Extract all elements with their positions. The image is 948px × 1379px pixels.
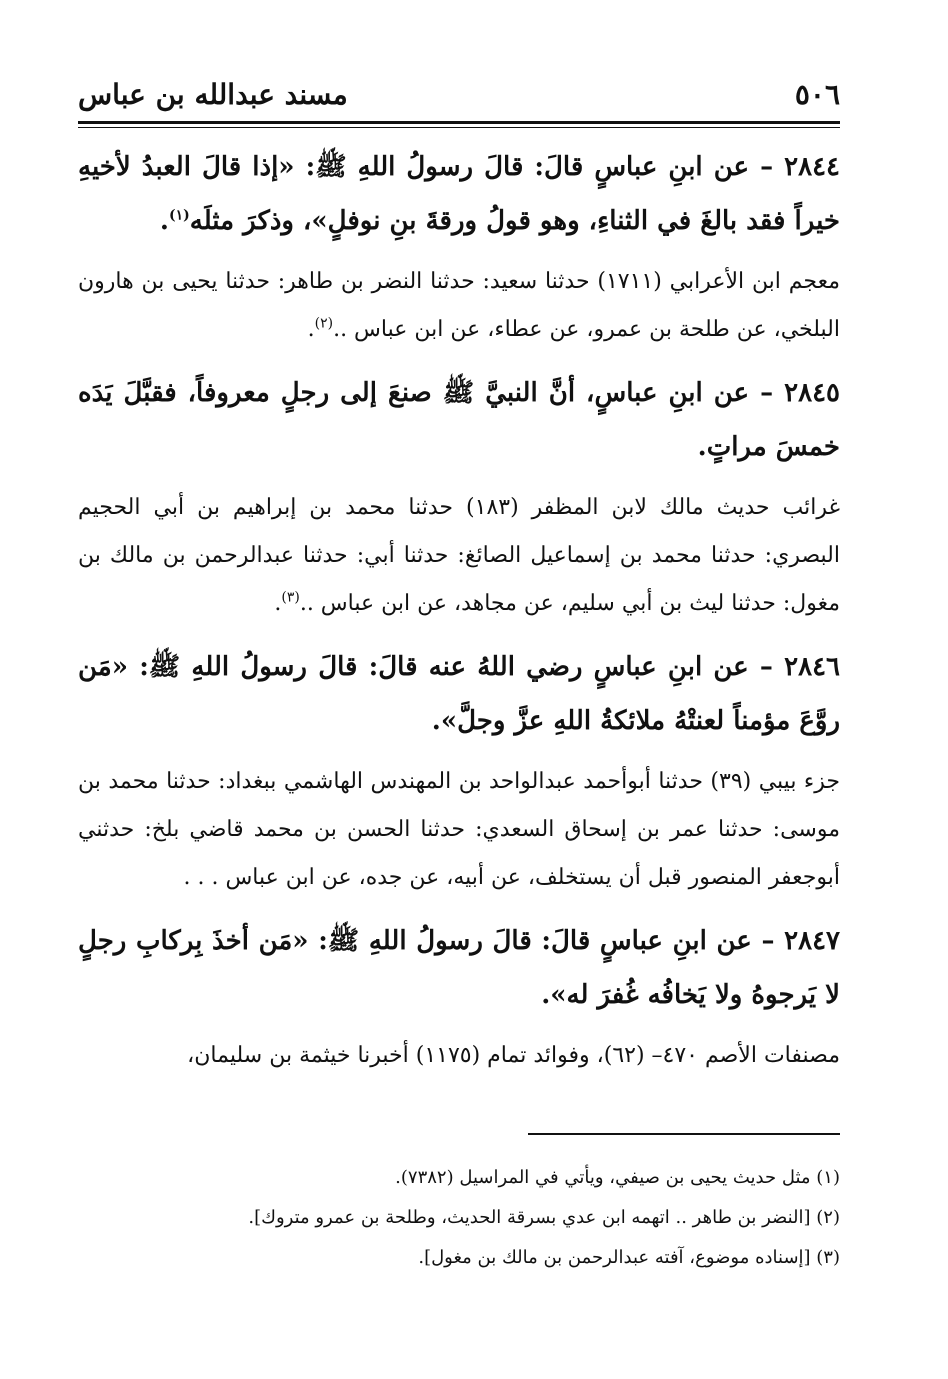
hadith-text (78, 366, 840, 474)
page-number: ٥٠٦ (794, 78, 840, 111)
hadith-text: ٢٨٤٤ – عن ابنِ عباسٍ قالَ: قالَ رسولُ اللهِ ﷺ: «إذا قالَ العبدُ لأخيهِ خيراً فقد بالغَ في الثناءِ، وهو قولُ ورقةَ بنِ نوفلٍ»، وذكرَ مثلَه$^{(١)}$. (78, 152, 840, 236)
hadith-number: ٢٨٤٦ (784, 652, 841, 682)
hadith-number: ٢٨٤٧ (784, 926, 840, 956)
footnote-ref: (٢) (314, 315, 334, 332)
source-body: جزء بيبي (٣٩) حدثنا أبوأحمد عبدالواحد بن المهندس الهاشمي ببغداد: حدثنا محمد بن موسى: حدثنا عمر بن إسحاق السعدي: حدثنا الحسن بن محمد قاضي بلخ: حدثني أبوجعفر المنصور قبل أن يستخلف، عن أبيه، عن جده، عن ابن عباس . . . (78, 769, 840, 890)
running-title: مسند عبدالله بن عباس (78, 78, 348, 111)
hadith-body: – عن ابنِ عباسٍ قالَ: قالَ رسولُ اللهِ ﷺ: «إذا قالَ العبدُ لأخيهِ خيراً فقد بالغَ في الثناءِ، وهو قولُ ورقةَ بنِ نوفلٍ»، وذكرَ مثلَه (78, 152, 840, 236)
hadith-body: – عن ابنِ عباسٍ، أنَّ النبيَّ ﷺ صنعَ إلى رجلٍ معروفاً، فقبَّلَ يَدَه خمسَ مراتٍ. (78, 378, 840, 462)
hadith-number: ٢٨٤٥ (784, 378, 840, 408)
source-body: غرائب حديث مالك لابن المظفر (١٨٣) حدثنا محمد بن إبراهيم بن أبي الحجيم البصري: حدثنا محمد بن إسماعيل الصائغ: حدثنا أبي: حدثنا عبدالرحمن بن مالك بن مغول: حدثنا ليث بن أبي سليم، عن مجاهد، عن ابن عباس .. (78, 495, 841, 616)
hadith-source (78, 1032, 840, 1080)
hadith-body: – عن ابنِ عباسٍ رضي اللهُ عنه قالَ: قالَ رسولُ اللهِ ﷺ: «مَن روَّعَ مؤمناً لعنتْهُ ملائكةُ اللهِ عزَّ وجلَّ». (78, 652, 840, 736)
hadith-text (78, 914, 840, 1022)
footnote-separator (528, 1133, 840, 1135)
hadith-body: – عن ابنِ عباسٍ قالَ: قالَ رسولُ اللهِ ﷺ: «مَن أخذَ بِركابِ رجلٍ لا يَرجوهُ ولا يَخافُه غُفرَ له». (78, 926, 840, 1010)
hadith-source: معجم ابن الأعرابي (١٧١١) حدثنا سعيد: حدثنا النضر بن طاهر: حدثنا يحيى بن هارون البلخي، عن طلحة بن عمرو، عن عطاء، عن ابن عباس ..$^{(٢)}$. (78, 269, 840, 342)
header-rule-thin (78, 127, 840, 128)
footnotes (78, 1158, 840, 1278)
footnote-ref: (٣) (281, 589, 300, 606)
hadith-source: غرائب حديث مالك لابن المظفر (١٨٣) حدثنا محمد بن إبراهيم بن أبي الحجيم البصري: حدثنا محمد بن إسماعيل الصائغ: حدثنا أبي: حدثنا عبدالرحمن بن مالك بن مغول: حدثنا ليث بن أبي سليم، عن مجاهد، عن ابن عباس ..$^{(٣)}$. (78, 495, 841, 616)
footnote-2: (٢) [النضر بن طاهر .. اتهمه ابن عدي بسرقة الحديث، وطلحة بن عمرو متروك]. (248, 1207, 840, 1228)
hadith-number: ٢٨٤٤ (784, 152, 840, 182)
header-rule-thick (78, 121, 840, 124)
hadith-source (78, 758, 840, 902)
footnote-1: (١) مثل حديث يحيى بن صيفي، ويأتي في المراسيل (٧٣٨٢). (395, 1167, 840, 1188)
footnote-ref: (١) (168, 207, 190, 224)
footnote-3: (٣) [إسناده موضوع، آفته عبدالرحمن بن مالك بن مغول]. (418, 1247, 840, 1268)
main-text (78, 140, 840, 1092)
source-body: مصنفات الأصم ٤٧٠– (٦٢)، وفوائد تمام (١١٧٥) أخبرنا خيثمة بن سليمان، (187, 1043, 840, 1068)
page-header (78, 72, 840, 120)
source-body: معجم ابن الأعرابي (١٧١١) حدثنا سعيد: حدثنا النضر بن طاهر: حدثنا يحيى بن هارون البلخي، عن طلحة بن عمرو، عن عطاء، عن ابن عباس .. (78, 269, 840, 342)
hadith-text (78, 640, 840, 748)
